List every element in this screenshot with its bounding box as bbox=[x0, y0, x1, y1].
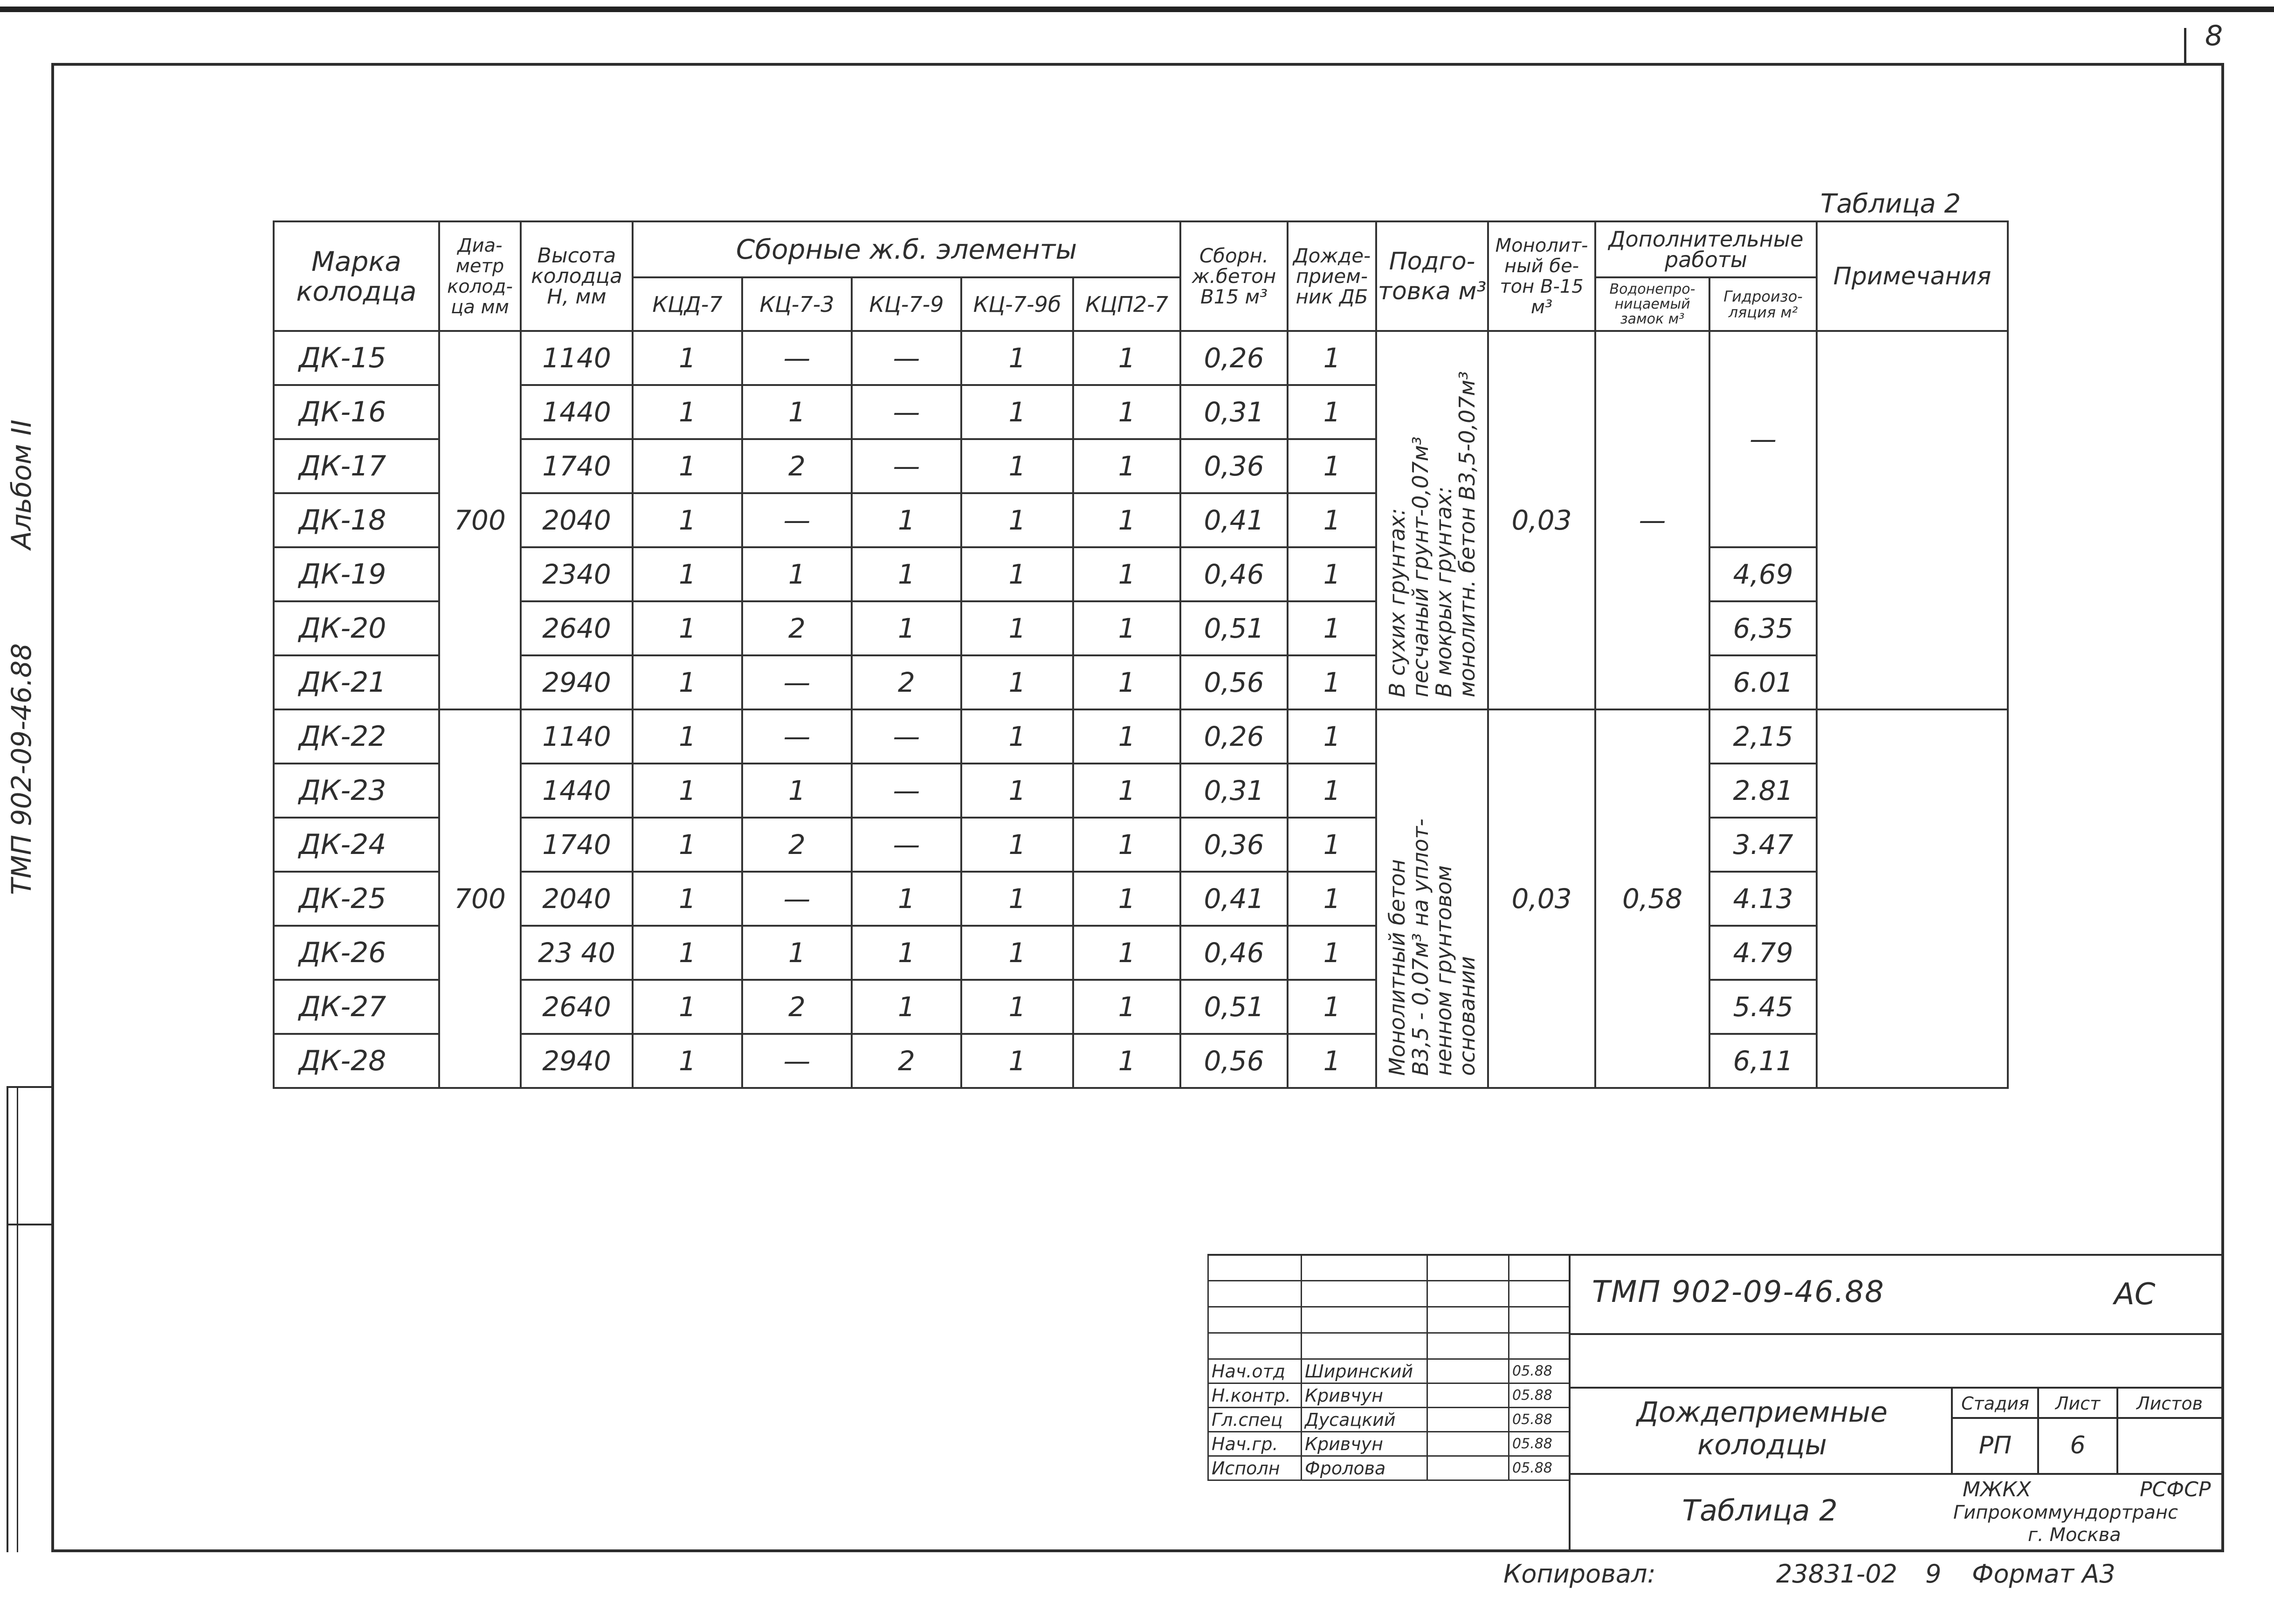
prep-note-line: В мокрых грунтах: bbox=[1431, 486, 1457, 697]
cell-concrete: 0,41 bbox=[1180, 872, 1288, 926]
tb-subtitle: Таблица 2 bbox=[1682, 1493, 1838, 1528]
cell-element-count: 1 bbox=[852, 547, 961, 601]
frame-bottom bbox=[51, 1549, 2224, 1552]
cell-lock: — bbox=[1595, 331, 1709, 709]
cell-element-count: — bbox=[852, 818, 961, 872]
cell-element-count: 1 bbox=[1073, 709, 1180, 764]
cell-mark: ДК-18 bbox=[274, 493, 439, 547]
signer-row bbox=[1208, 1383, 1570, 1408]
cell-element-count: 1 bbox=[852, 872, 961, 926]
signer-role: Н.контр. bbox=[1208, 1383, 1302, 1408]
cell-receiver: 1 bbox=[1288, 980, 1376, 1034]
cell-element-count: 1 bbox=[852, 980, 961, 1034]
wells-table bbox=[273, 220, 2009, 1089]
cell-element-count: 1 bbox=[633, 926, 742, 980]
cell-element-count: 1 bbox=[633, 709, 742, 764]
header-height: Высота колодца Н, мм bbox=[521, 221, 633, 331]
header-kcp27: КЦП2-7 bbox=[1073, 277, 1180, 331]
header-precast-group: Сборные ж.б. элементы bbox=[633, 221, 1180, 277]
cell-element-count: 1 bbox=[1073, 872, 1180, 926]
prep-note-line: В сухих грунтах: bbox=[1385, 508, 1410, 697]
header-receiver: Дожде-прием-ник ДБ bbox=[1288, 221, 1376, 331]
table-row bbox=[274, 926, 2008, 980]
cell-element-count: 1 bbox=[852, 493, 961, 547]
cell-element-count: — bbox=[852, 439, 961, 493]
cell-concrete: 0,31 bbox=[1180, 385, 1288, 439]
cell-hydro: 4.13 bbox=[1709, 872, 1817, 926]
cell-receiver: 1 bbox=[1288, 709, 1376, 764]
table-body bbox=[274, 331, 2008, 1088]
cell-height: 2640 bbox=[521, 601, 633, 655]
signer-name: Кривчун bbox=[1302, 1432, 1427, 1456]
cell-diameter: 700 bbox=[439, 331, 521, 709]
cell-element-count: 1 bbox=[633, 655, 742, 709]
cell-mark: ДК-27 bbox=[274, 980, 439, 1034]
cell-hydro: 4,69 bbox=[1709, 547, 1817, 601]
signer-date: 05.88 bbox=[1509, 1359, 1570, 1383]
cell-receiver: 1 bbox=[1288, 331, 1376, 385]
prep-note-text bbox=[1385, 722, 1479, 1076]
cell-mark: ДК-21 bbox=[274, 655, 439, 709]
cell-element-count: 1 bbox=[961, 872, 1073, 926]
tb-code-bottom bbox=[1569, 1333, 2224, 1335]
cell-element-count: 1 bbox=[961, 709, 1073, 764]
cell-mark: ДК-22 bbox=[274, 709, 439, 764]
footer-format: Формат А3 bbox=[1972, 1559, 2116, 1589]
table-row bbox=[274, 547, 2008, 601]
cell-element-count: 2 bbox=[742, 818, 852, 872]
cell-height: 2040 bbox=[521, 872, 633, 926]
cell-hydro: — bbox=[1709, 331, 1817, 547]
tb-code: ТМП 902-09-46.88 bbox=[1592, 1275, 1885, 1309]
cell-height: 2940 bbox=[521, 655, 633, 709]
header-notes: Примечания bbox=[1817, 221, 2008, 331]
cell-mark: ДК-26 bbox=[274, 926, 439, 980]
table-row bbox=[274, 980, 2008, 1034]
cell-notes bbox=[1817, 709, 2008, 1088]
prep-note-text bbox=[1385, 343, 1479, 697]
cell-element-count: 1 bbox=[1073, 547, 1180, 601]
cell-receiver: 1 bbox=[1288, 1034, 1376, 1088]
tb-stage-row bbox=[1951, 1417, 2224, 1419]
cell-element-count: 2 bbox=[852, 1034, 961, 1088]
prep-note-line: монолитн. бетон В3,5-0,07м³ bbox=[1454, 371, 1480, 697]
tb-stage-left bbox=[1951, 1387, 1953, 1473]
cell-hydro: 2,15 bbox=[1709, 709, 1817, 764]
cell-receiver: 1 bbox=[1288, 872, 1376, 926]
cell-mark: ДК-25 bbox=[274, 872, 439, 926]
tb-stage: РП bbox=[1978, 1431, 2012, 1459]
cell-receiver: 1 bbox=[1288, 493, 1376, 547]
frame-right bbox=[2221, 63, 2224, 1552]
tb-org-3: г. Москва bbox=[2028, 1524, 2121, 1546]
cell-element-count: 1 bbox=[633, 764, 742, 818]
cell-concrete: 0,26 bbox=[1180, 331, 1288, 385]
left-strip-inner bbox=[17, 1086, 18, 1552]
cell-prep-note bbox=[1376, 709, 1488, 1088]
signer-name: Фролова bbox=[1302, 1456, 1427, 1480]
cell-element-count: 1 bbox=[1073, 1034, 1180, 1088]
cell-element-count: 1 bbox=[1073, 331, 1180, 385]
cell-concrete: 0,56 bbox=[1180, 655, 1288, 709]
prep-note-line: Монолитный бетон bbox=[1385, 859, 1410, 1076]
header-prep: Подго-товка м³ bbox=[1376, 221, 1488, 331]
cell-element-count: 1 bbox=[633, 818, 742, 872]
cell-element-count: — bbox=[742, 709, 852, 764]
cell-height: 1740 bbox=[521, 818, 633, 872]
tb-sheet-label: Лист bbox=[2055, 1393, 2101, 1414]
cell-element-count: — bbox=[852, 764, 961, 818]
cell-height: 1140 bbox=[521, 709, 633, 764]
header-kc79b: КЦ-7-9б bbox=[961, 277, 1073, 331]
cell-element-count: 1 bbox=[633, 385, 742, 439]
cell-receiver: 1 bbox=[1288, 439, 1376, 493]
table-row bbox=[274, 1034, 2008, 1088]
cell-element-count: — bbox=[742, 331, 852, 385]
cell-element-count: — bbox=[742, 1034, 852, 1088]
signer-role: Исполн bbox=[1208, 1456, 1302, 1480]
cell-element-count: 1 bbox=[1073, 980, 1180, 1034]
cell-element-count: 1 bbox=[633, 493, 742, 547]
cell-hydro: 3.47 bbox=[1709, 818, 1817, 872]
signer-signature bbox=[1427, 1359, 1509, 1383]
cell-concrete: 0,46 bbox=[1180, 547, 1288, 601]
prep-note-line: песчаный грунт-0,07м³ bbox=[1408, 436, 1433, 697]
cell-height: 2940 bbox=[521, 1034, 633, 1088]
left-album-label: Альбом II bbox=[6, 420, 37, 550]
page-number: 8 bbox=[2205, 20, 2223, 52]
cell-element-count: — bbox=[852, 385, 961, 439]
cell-monolith: 0,03 bbox=[1488, 331, 1595, 709]
cell-height: 2340 bbox=[521, 547, 633, 601]
signer-name: Ширинский bbox=[1302, 1359, 1427, 1383]
table-row bbox=[274, 709, 2008, 764]
signer-role: Нач.отд bbox=[1208, 1359, 1302, 1383]
cell-element-count: 1 bbox=[961, 547, 1073, 601]
tb-mid bbox=[1569, 1387, 2224, 1389]
header-lock: Водонепро-ницаемый замок м³ bbox=[1595, 277, 1709, 331]
cell-mark: ДК-16 bbox=[274, 385, 439, 439]
cell-element-count: — bbox=[742, 872, 852, 926]
cell-element-count: 1 bbox=[961, 385, 1073, 439]
signer-row bbox=[1208, 1456, 1570, 1480]
header-concrete: Сборн. ж.бетон В15 м³ bbox=[1180, 221, 1288, 331]
cell-height: 1140 bbox=[521, 331, 633, 385]
cell-element-count: 2 bbox=[742, 601, 852, 655]
cell-concrete: 0,36 bbox=[1180, 439, 1288, 493]
cell-element-count: 1 bbox=[961, 331, 1073, 385]
cell-element-count: 1 bbox=[961, 655, 1073, 709]
footer-page: 9 bbox=[1925, 1559, 1942, 1589]
table-row bbox=[274, 872, 2008, 926]
signer-row bbox=[1208, 1408, 1570, 1432]
signer-date: 05.88 bbox=[1509, 1383, 1570, 1408]
cell-concrete: 0,41 bbox=[1180, 493, 1288, 547]
cell-hydro: 6.01 bbox=[1709, 655, 1817, 709]
cell-element-count: — bbox=[742, 493, 852, 547]
cell-element-count: 1 bbox=[852, 926, 961, 980]
prep-note-line: основании bbox=[1454, 956, 1480, 1076]
cell-receiver: 1 bbox=[1288, 655, 1376, 709]
cell-receiver: 1 bbox=[1288, 818, 1376, 872]
cell-element-count: 1 bbox=[961, 818, 1073, 872]
cell-element-count: — bbox=[742, 655, 852, 709]
cell-element-count: 1 bbox=[1073, 385, 1180, 439]
cell-element-count: 1 bbox=[961, 1034, 1073, 1088]
signer-date: 05.88 bbox=[1509, 1408, 1570, 1432]
header-monolith: Монолит-ный бе-тон В-15 м³ bbox=[1488, 221, 1595, 331]
signer-signature bbox=[1427, 1432, 1509, 1456]
table-row bbox=[274, 601, 2008, 655]
cell-diameter: 700 bbox=[439, 709, 521, 1088]
cell-mark: ДК-20 bbox=[274, 601, 439, 655]
cell-element-count: 1 bbox=[633, 1034, 742, 1088]
cell-hydro: 2.81 bbox=[1709, 764, 1817, 818]
cell-element-count: 1 bbox=[633, 331, 742, 385]
cell-receiver: 1 bbox=[1288, 547, 1376, 601]
cell-concrete: 0,26 bbox=[1180, 709, 1288, 764]
cell-prep-note bbox=[1376, 331, 1488, 709]
signer-name: Дусацкий bbox=[1302, 1408, 1427, 1432]
cell-element-count: 1 bbox=[633, 439, 742, 493]
cell-mark: ДК-24 bbox=[274, 818, 439, 872]
tb-org-1a: МЖКХ bbox=[1963, 1478, 2031, 1501]
table-row bbox=[274, 331, 2008, 385]
cell-element-count: 1 bbox=[961, 980, 1073, 1034]
tb-sheets-label: Листов bbox=[2136, 1393, 2203, 1414]
cell-notes bbox=[1817, 331, 2008, 709]
signer-name: Кривчун bbox=[1302, 1383, 1427, 1408]
cell-receiver: 1 bbox=[1288, 926, 1376, 980]
table-row bbox=[274, 818, 2008, 872]
cell-element-count: 1 bbox=[1073, 655, 1180, 709]
cell-height: 1440 bbox=[521, 385, 633, 439]
left-strip-line2 bbox=[7, 1224, 53, 1225]
cell-height: 1440 bbox=[521, 764, 633, 818]
header-hydro: Гидроизо-ляция м² bbox=[1709, 277, 1817, 331]
tb-lower bbox=[1569, 1473, 2224, 1475]
cell-element-count: 1 bbox=[742, 385, 852, 439]
cell-hydro: 4.79 bbox=[1709, 926, 1817, 980]
cell-element-count: 1 bbox=[1073, 439, 1180, 493]
signer-date: 05.88 bbox=[1509, 1456, 1570, 1480]
cell-receiver: 1 bbox=[1288, 764, 1376, 818]
cell-hydro: 6,11 bbox=[1709, 1034, 1817, 1088]
cell-element-count: 2 bbox=[852, 655, 961, 709]
signature-grid bbox=[1207, 1254, 1570, 1481]
header-mark: Марка колодца bbox=[274, 221, 439, 331]
cell-concrete: 0,51 bbox=[1180, 601, 1288, 655]
signer-date: 05.88 bbox=[1509, 1432, 1570, 1456]
tb-org-1b: РСФСР bbox=[2140, 1478, 2211, 1501]
cell-receiver: 1 bbox=[1288, 385, 1376, 439]
frame-top bbox=[51, 63, 2224, 66]
cell-element-count: 1 bbox=[633, 547, 742, 601]
cell-element-count: 1 bbox=[961, 926, 1073, 980]
cell-height: 2040 bbox=[521, 493, 633, 547]
tb-org-2: Гипрокоммундортранс bbox=[1953, 1502, 2178, 1523]
signer-signature bbox=[1427, 1456, 1509, 1480]
header-extra-group: Дополнительные работы bbox=[1595, 221, 1817, 277]
left-strip bbox=[7, 1086, 8, 1552]
cell-element-count: 1 bbox=[1073, 926, 1180, 980]
cell-element-count: 1 bbox=[961, 439, 1073, 493]
cell-element-count: 1 bbox=[633, 872, 742, 926]
cell-concrete: 0,51 bbox=[1180, 980, 1288, 1034]
tb-title: Дождеприемные колодцы bbox=[1636, 1396, 1888, 1461]
cell-concrete: 0,31 bbox=[1180, 764, 1288, 818]
cell-element-count: 2 bbox=[742, 439, 852, 493]
cell-concrete: 0,56 bbox=[1180, 1034, 1288, 1088]
cell-element-count: — bbox=[852, 709, 961, 764]
tb-sheet: 6 bbox=[2070, 1431, 2086, 1459]
header-kc79: КЦ-7-9 bbox=[852, 277, 961, 331]
tb-suffix: АС bbox=[2114, 1277, 2156, 1312]
cell-element-count: — bbox=[852, 331, 961, 385]
signer-row bbox=[1208, 1359, 1570, 1383]
signer-signature bbox=[1427, 1408, 1509, 1432]
cell-element-count: 1 bbox=[1073, 818, 1180, 872]
cell-mark: ДК-19 bbox=[274, 547, 439, 601]
tb-stage-label: Стадия bbox=[1961, 1393, 2029, 1414]
cell-concrete: 0,36 bbox=[1180, 818, 1288, 872]
header-kcd7: КЦД-7 bbox=[633, 277, 742, 331]
left-strip-line1 bbox=[7, 1086, 53, 1088]
cell-monolith: 0,03 bbox=[1488, 709, 1595, 1088]
cell-mark: ДК-17 bbox=[274, 439, 439, 493]
header-kc73: КЦ-7-3 bbox=[742, 277, 852, 331]
tb-top bbox=[1207, 1254, 2224, 1256]
signer-signature bbox=[1427, 1383, 1509, 1408]
left-code-label: ТМП 902-09-46.88 bbox=[6, 643, 37, 895]
cell-element-count: 1 bbox=[633, 601, 742, 655]
cell-concrete: 0,46 bbox=[1180, 926, 1288, 980]
cell-height: 23 40 bbox=[521, 926, 633, 980]
prep-note-line: ненном грунтовом bbox=[1431, 865, 1457, 1076]
cell-height: 1740 bbox=[521, 439, 633, 493]
cell-element-count: 1 bbox=[961, 764, 1073, 818]
cell-mark: ДК-15 bbox=[274, 331, 439, 385]
tb-right-left bbox=[1569, 1254, 1571, 1550]
cell-hydro: 5.45 bbox=[1709, 980, 1817, 1034]
table-row bbox=[274, 764, 2008, 818]
footer-number: 23831-02 bbox=[1776, 1559, 1897, 1589]
signer-row bbox=[1208, 1432, 1570, 1456]
table-caption: Таблица 2 bbox=[1820, 189, 1961, 219]
cell-element-count: 1 bbox=[633, 980, 742, 1034]
cell-element-count: 1 bbox=[742, 764, 852, 818]
cell-element-count: 2 bbox=[742, 980, 852, 1034]
signer-role: Нач.гр. bbox=[1208, 1432, 1302, 1456]
cell-element-count: 1 bbox=[852, 601, 961, 655]
page-number-divider bbox=[2184, 28, 2186, 65]
cell-lock: 0,58 bbox=[1595, 709, 1709, 1088]
cell-element-count: 1 bbox=[961, 601, 1073, 655]
top-border bbox=[0, 7, 2274, 12]
cell-receiver: 1 bbox=[1288, 601, 1376, 655]
cell-element-count: 1 bbox=[1073, 493, 1180, 547]
cell-mark: ДК-28 bbox=[274, 1034, 439, 1088]
cell-height: 2640 bbox=[521, 980, 633, 1034]
cell-element-count: 1 bbox=[742, 926, 852, 980]
footer-copied: Копировал: bbox=[1503, 1559, 1656, 1589]
table-row bbox=[274, 655, 2008, 709]
cell-element-count: 1 bbox=[961, 493, 1073, 547]
prep-note-line: В3,5 - 0,07м³ на уплот- bbox=[1408, 819, 1433, 1076]
cell-element-count: 1 bbox=[742, 547, 852, 601]
cell-element-count: 1 bbox=[1073, 764, 1180, 818]
cell-mark: ДК-23 bbox=[274, 764, 439, 818]
signer-role: Гл.спец bbox=[1208, 1408, 1302, 1432]
frame-left bbox=[51, 63, 54, 1552]
cell-element-count: 1 bbox=[1073, 601, 1180, 655]
cell-hydro: 6,35 bbox=[1709, 601, 1817, 655]
header-diameter: Диа-метр колод-ца мм bbox=[439, 221, 521, 331]
